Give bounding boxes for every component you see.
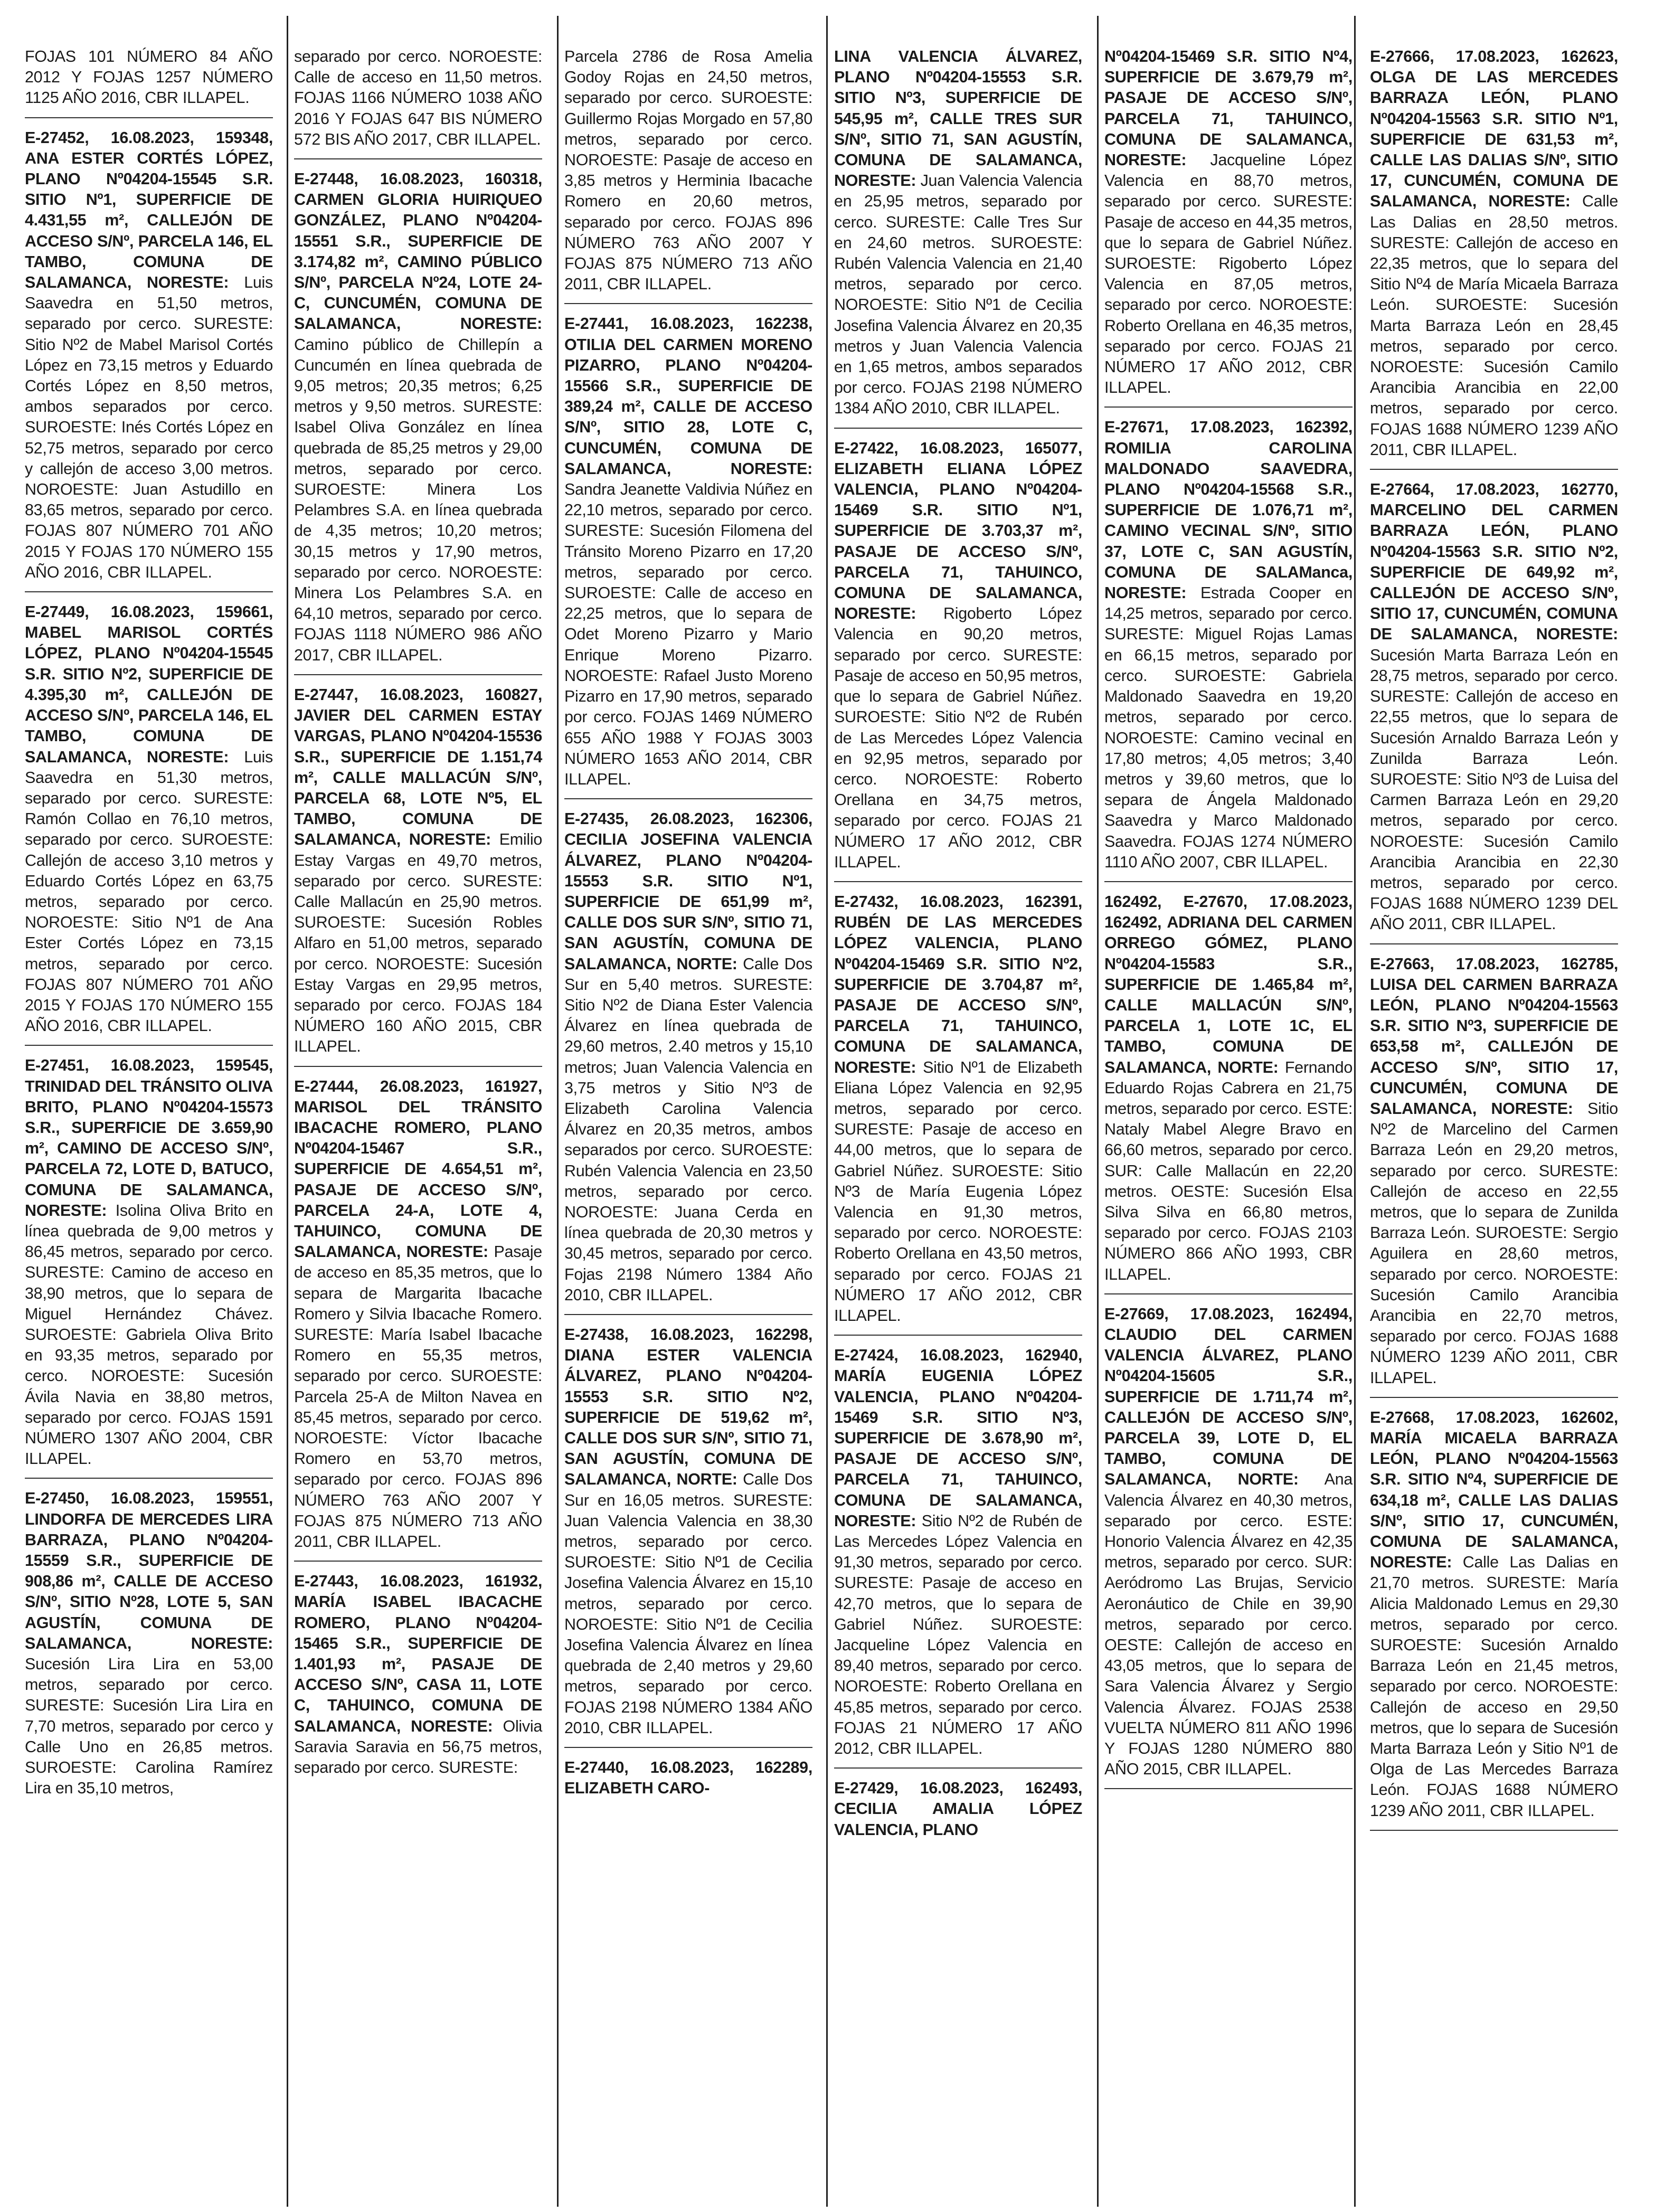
notice-entry	[25, 1488, 273, 1807]
notice-heading: E-27671, 17.08.2023, 162392, ROMILIA CAROLINA MALDONADO SAAVEDRA, PLANO Nº04204-15568 S.R., SUPERFICIE DE 1.076,71 m², CAMINO VECINAL S/Nº, SITIO 37, LOTE C, SAN AGUSTÍN, COMUNA DE SALAManca, NORESTE:	[1104, 418, 1353, 602]
notice-heading: E-27448, 16.08.2023, 160318, CARMEN GLORIA HUIRIQUEO GONZÁLEZ, PLANO Nº04204-15551 S.R., SUPERFICIE DE 3.174,82 m², CAMINO PÚBLICO S/Nº, PARCELA Nº24, LOTE 24-C, CUNCUMÉN, COMUNA DE SALAMANCA, NORESTE:	[294, 170, 542, 333]
notice-heading: Nº04204-15469 S.R. SITIO Nº4, SUPERFICIE DE 3.679,79 m², PASAJE DE ACCESO S/Nº, PARCELA 71, TAHUINCO, COMUNA DE SALAMANCA, NORESTE:	[1104, 48, 1353, 169]
notice-entry	[834, 892, 1082, 1336]
notice-body: Isolina Oliva Brito en línea quebrada de 9,00 metros y 86,45 metros, separado por cerco. SURESTE: Camino de acceso en 38,90 metros, que lo separa de Miguel Hernández Chávez. SUROESTE: Gabriela Oliva Brito en 93,35 metros, separado por cerco. NOROESTE: Sucesión Ávila Navia en 38,80 metros, separado por cerco. FOJAS 1591 NÚMERO 1307 AÑO 2004, CBR ILLAPEL.	[25, 1201, 273, 1468]
column-rule	[1354, 16, 1356, 2207]
notice-body: Fernando Eduardo Rojas Cabrera en 21,75 metros, separado por cerco. ESTE: Nataly Mabel Alegre Bravo en 66,60 metros, separado por cerco. SUR: Calle Mallacún en 22,20 metros. OESTE: Sucesión Elsa Silva Silva en 66,80 metros, separado por cerco. FOJAS 2103 NÚMERO 866 AÑO 1993, CBR ILLAPEL.	[1104, 1058, 1353, 1283]
notice-body: Ana Valencia Álvarez en 40,30 metros, separado por cerco. ESTE: Honorio Valencia Álvarez en 42,35 metros, separado por cerco. SUR: Aeródromo Las Brujas, Servicio Aeronáutico de Chile en 39,90 metros, separado por cerco. OESTE: Callejón de acceso en 43,05 metros, que lo separa de Sara Valencia Álvarez y Sergio Valencia Álvarez. FOJAS 2538 VUELTA NÚMERO 811 AÑO 1996 Y FOJAS 1280 NÚMERO 880 AÑO 2015, CBR ILLAPEL.	[1104, 1470, 1353, 1779]
notice-body: Parcela 2786 de Rosa Amelia Godoy Rojas en 24,50 metros, separado por cerco. SUROESTE: Guillermo Rojas Morgado en 57,80 metros, separado por cerco. NOROESTE: Pasaje de acceso en 3,85 metros y Herminia Ibacache Romero en 20,60 metros, separado por cerco. FOJAS 896 NÚMERO 763 AÑO 2007 Y FOJAS 875 NÚMERO 713 AÑO 2011, CBR ILLAPEL.	[564, 48, 812, 294]
notice-entry	[294, 1571, 542, 1786]
notice-body: Camino público de Chillepín a Cuncumén en línea quebrada de 9,05 metros; 20,35 metros; 6,25 metros y 9,50 metros. SURESTE: Isabel Oliva González en línea quebrada de 85,25 metros y 29,00 metros, separado por cerco. SUROESTE: Minera Los Pelambres S.A. en línea quebrada de 4,35 metros; 10,20 metros; 30,15 metros y 17,90 metros, separado por cerco. NOROESTE: Minera Los Pelambres S.A. en 64,10 metros, separado por cerco. FOJAS 1118 NÚMERO 986 AÑO 2017, CBR ILLAPEL.	[294, 335, 542, 664]
notice-entry	[1104, 892, 1353, 1294]
notice-heading: E-27451, 16.08.2023, 159545, TRINIDAD DEL TRÁNSITO OLIVA BRITO, PLANO Nº04204-15573 S.R., SUPERFICIE DE 3.659,90 m², CAMINO DE ACCESO S/Nº, PARCELA 72, LOTE D, BATUCO, COMUNA DE SALAMANCA, NORESTE:	[25, 1056, 273, 1220]
notice-heading: E-27443, 16.08.2023, 161932, MARÍA ISABEL IBACACHE ROMERO, PLANO Nº04204-15465 S.R., SUPERFICIE DE 1.401,93 m², PASAJE DE ACCESO S/Nº, CASA 11, LOTE C, TAHUINCO, COMUNA DE SALAMANCA, NORESTE:	[294, 1572, 542, 1735]
notice-body: Calle Dos Sur en 16,05 metros. SURESTE: Juan Valencia Valencia en 38,30 metros, separado por cerco. SUROESTE: Sitio Nº1 de Cecilia Josefina Valencia Álvarez en 15,10 metros, separado por cerco. NOROESTE: Sitio Nº1 de Cecilia Josefina Valencia Álvarez en línea quebrada de 2,40 metros y 29,60 metros, separado por cerco. FOJAS 2198 NÚMERO 1384 AÑO 2010, CBR ILLAPEL.	[564, 1470, 812, 1737]
column-4	[834, 46, 1082, 1858]
notice-heading: E-27438, 16.08.2023, 162298, DIANA ESTER VALENCIA ÁLVAREZ, PLANO Nº04204-15553 S.R. SITIO Nº2, SUPERFICIE DE 519,62 m², CALLE DOS SUR S/Nº, SITIO 71, SAN AGUSTÍN, COMUNA DE SALAMANCA, NORTE:	[564, 1325, 812, 1489]
notice-entry	[564, 46, 812, 304]
notice-heading: E-27441, 16.08.2023, 162238, OTILIA DEL CARMEN MORENO PIZARRO, PLANO Nº04204-15566 S.R., SUPERFICIE DE 389,24 m², CALLE DE ACCESO S/Nº, SITIO 28, LOTE C, CUNCUMÉN, COMUNA DE SALAMANCA, NORESTE:	[564, 315, 812, 478]
notice-heading: LINA VALENCIA ÁLVAREZ, PLANO Nº04204-15553 S.R. SITIO Nº3, SUPERFICIE DE 545,95 m², CALLE TRES SUR S/Nº, SITIO 71, SAN AGUSTÍN, COMUNA DE SALAMANCA, NORESTE:	[834, 48, 1082, 190]
notice-entry	[294, 1076, 542, 1562]
column-rule	[1097, 16, 1099, 2207]
column-6	[1370, 46, 1618, 1840]
notice-body: Pasaje de acceso en 85,35 metros, que lo separa de Margarita Ibacache Romero y Silvia Ibacache Romero. SURESTE: María Isabel Ibacache Romero en 55,35 metros, separado por cerco. SUROESTE: Parcela 25-A de Milton Navea en 85,45 metros, separado por cerco. NOROESTE: Víctor Ibacache Romero en 53,70 metros, separado por cerco. FOJAS 896 NÚMERO 763 AÑO 2007 Y FOJAS 875 NÚMERO 713 AÑO 2011, CBR ILLAPEL.	[294, 1243, 542, 1551]
notice-body: Sucesión Lira Lira en 53,00 metros, separado por cerco. SURESTE: Sucesión Lira Lira en 7,70 metros, separado por cerco y Calle Uno en 26,85 metros. SUROESTE: Carolina Ramírez Lira en 35,10 metros,	[25, 1655, 273, 1798]
column-rule	[557, 16, 559, 2207]
notice-heading: E-27444, 26.08.2023, 161927, MARISOL DEL TRÁNSITO IBACACHE ROMERO, PLANO Nº04204-15467 S.R., SUPERFICIE DE 4.654,51 m², PASAJE DE ACCESO S/Nº, PARCELA 24-A, LOTE 4, TAHUINCO, COMUNA DE SALAMANCA, NORESTE:	[294, 1077, 542, 1261]
notice-body: Sitio Nº2 de Marcelino del Carmen Barraza León en 29,20 metros, separado por cerco. SURESTE: Callejón de acceso en 22,55 metros, que lo separa de Zunilda Barraza León. SUROESTE: Sergio Aguilera en 28,60 metros, separado por cerco. NOROESTE: Sucesión Camilo Arancibia Arancibia en 22,70 metros, separado por cerco. FOJAS 1688 NÚMERO 1239 AÑO 2011, CBR ILLAPEL.	[1370, 1099, 1618, 1387]
notice-heading: E-27435, 26.08.2023, 162306, CECILIA JOSEFINA VALENCIA ÁLVAREZ, PLANO Nº04204-15553 S.R. SITIO Nº1, SUPERFICIE DE 651,99 m², CALLE DOS SUR S/Nº, SITIO 71, SAN AGUSTÍN, COMUNA DE SALAMANCA, NORTE:	[564, 810, 812, 973]
notice-body: Emilio Estay Vargas en 49,70 metros, separado por cerco. SURESTE: Calle Mallacún en 25,90 metros. SUROESTE: Sucesión Robles Alfaro en 51,00 metros, separado por cerco. NOROESTE: Sucesión Estay Vargas en 29,95 metros, separado por cerco. FOJAS 184 NÚMERO 160 AÑO 2015, CBR ILLAPEL.	[294, 830, 542, 1056]
notice-heading: 162492, E-27670, 17.08.2023, 162492, ADRIANA DEL CARMEN ORREGO GÓMEZ, PLANO Nº04204-15583 S.R., SUPERFICIE DE 1.465,84 m², CALLE MALLACÚN S/Nº, PARCELA 1, LOTE 1C, EL TAMBO, COMUNA DE SALAMANCA, NORTE:	[1104, 892, 1353, 1076]
notice-body: Olivia Saravia Saravia en 56,75 metros, separado por cerco. SURESTE:	[294, 1717, 542, 1777]
notice-entry	[1104, 46, 1353, 408]
notice-heading: E-27449, 16.08.2023, 159661, MABEL MARISOL CORTÉS LÓPEZ, PLANO Nº04204-15545 S.R. SITIO Nº2, SUPERFICIE DE 4.395,30 m², CALLEJÓN DE ACCESO S/Nº, PARCELA 146, EL TAMBO, COMUNA DE SALAMANCA, NORESTE:	[25, 603, 273, 766]
notice-heading: E-27432, 16.08.2023, 162391, RUBÉN DE LAS MERCEDES LÓPEZ VALENCIA, PLANO Nº04204-15469 S.R. SITIO Nº2, SUPERFICIE DE 3.704,87 m², PASAJE DE ACCESO S/Nº, PARCELA 71, TAHUINCO, COMUNA DE SALAMANCA, NORESTE:	[834, 892, 1082, 1076]
notice-body: Sitio Nº2 de Rubén de Las Mercedes López Valencia en 91,30 metros, separado por cerco. SURESTE: Pasaje de acceso en 42,70 metros, que lo separa de Gabriel Núñez. SUROESTE: Jacqueline López Valencia en 89,40 metros, separado por cerco. NOROESTE: Roberto Orellana en 45,85 metros, separado por cerco. FOJAS 21 NÚMERO 17 AÑO 2012, CBR ILLAPEL.	[834, 1511, 1082, 1758]
notice-entry	[834, 1778, 1082, 1849]
notice-body: Jacqueline López Valencia en 88,70 metros, separado por cerco. SURESTE: Pasaje de acceso en 44,35 metros, que lo separa de Gabriel Núñez. SUROESTE: Rigoberto López Valencia en 87,05 metros, separado por cerco. NOROESTE: Roberto Orellana en 46,35 metros, separado por cerco. FOJAS 21 NÚMERO 17 AÑO 2012, CBR ILLAPEL.	[1104, 151, 1353, 397]
notice-entry	[294, 169, 542, 675]
notice-heading: E-27450, 16.08.2023, 159551, LINDORFA DE MERCEDES LIRA BARRAZA, PLANO Nº04204-15559 S.R., SUPERFICIE DE 908,86 m², CALLE DE ACCESO S/Nº, SITIO Nº28, LOTE 5, SAN AGUSTÍN, COMUNA DE SALAMANCA, NORESTE:	[25, 1489, 273, 1652]
notice-entry	[1370, 46, 1618, 470]
notice-heading: E-27668, 17.08.2023, 162602, MARÍA MICAELA BARRAZA LEÓN, PLANO Nº04204-15563 S.R. SITIO Nº4, SUPERFICIE DE 634,18 m², CALLE LAS DALIAS S/Nº, SITIO 17, CUNCUMÉN, COMUNA DE SALAMANCA, NORESTE:	[1370, 1408, 1618, 1572]
notice-body: Sandra Jeanette Valdivia Núñez en 22,10 metros, separado por cerco. SURESTE: Sucesión Filomena del Tránsito Moreno Pizarro en 17,20 metros, separado por cerco. SUROESTE: Calle de acceso en 22,25 metros, que lo separa de Odet Moreno Pizarro y Mario Enrique Moreno Pizarro. NOROESTE: Rafael Justo Moreno Pizarro en 17,90 metros, separado por cerco. FOJAS 1469 NÚMERO 655 AÑO 1988 Y FOJAS 3003 NÚMERO 1653 AÑO 2014, CBR ILLAPEL.	[564, 480, 812, 788]
notice-heading: E-27429, 16.08.2023, 162493, CECILIA AMALIA LÓPEZ VALENCIA, PLANO	[834, 1779, 1082, 1839]
notice-heading: E-27422, 16.08.2023, 165077, ELIZABETH ELIANA LÓPEZ VALENCIA, PLANO Nº04204-15469 S.R. SITIO Nº1, SUPERFICIE DE 3.703,37 m², PASAJE DE ACCESO S/Nº, PARCELA 71, TAHUINCO, COMUNA DE SALAMANCA, NORESTE:	[834, 439, 1082, 623]
notice-entry	[834, 1345, 1082, 1769]
column-rule	[826, 16, 828, 2207]
notice-heading: E-27424, 16.08.2023, 162940, MARÍA EUGENIA LÓPEZ VALENCIA, PLANO Nº04204-15469 S.R. SITIO Nº3, SUPERFICIE DE 3.678,90 m², PASAJE DE ACCESO S/Nº, PARCELA 71, TAHUINCO, COMUNA DE SALAMANCA, NORESTE:	[834, 1346, 1082, 1530]
notice-heading: E-27663, 17.08.2023, 162785, LUISA DEL CARMEN BARRAZA LEÓN, PLANO Nº04204-15563 S.R. SITIO Nº3, SUPERFICIE DE 653,58 m², CALLEJÓN DE ACCESO S/Nº, SITIO 17, CUNCUMÉN, COMUNA DE SALAMANCA, NORESTE:	[1370, 954, 1618, 1118]
notice-entry	[834, 438, 1082, 882]
notice-heading: E-27669, 17.08.2023, 162494, CLAUDIO DEL CARMEN VALENCIA ÁLVAREZ, PLANO Nº04204-15605 S.R., SUPERFICIE DE 1.711,74 m², CALLEJÓN DE ACCESO S/Nº, PARCELA 39, LOTE D, EL TAMBO, COMUNA DE SALAMANCA, NORTE:	[1104, 1304, 1353, 1489]
notice-heading: E-27452, 16.08.2023, 159348, ANA ESTER CORTÉS LÓPEZ, PLANO Nº04204-15545 S.R. SITIO Nº1, SUPERFICIE DE 4.431,55 m², CALLEJÓN DE ACCESO S/Nº, PARCELA 146, EL TAMBO, COMUNA DE SALAMANCA, NORESTE:	[25, 128, 273, 292]
notice-heading: E-27447, 16.08.2023, 160827, JAVIER DEL CARMEN ESTAY VARGAS, PLANO Nº04204-15536 S.R., SUPERFICIE DE 1.151,74 m², CALLE MALLACÚN S/Nº, PARCELA 68, LOTE Nº5, EL TAMBO, COMUNA DE SALAMANCA, NORESTE:	[294, 685, 542, 849]
notice-entry	[564, 314, 812, 799]
notice-body: separado por cerco. NOROESTE: Calle de acceso en 11,50 metros. FOJAS 1166 NÚMERO 1038 AÑO 2016 Y FOJAS 647 BIS NÚMERO 572 BIS AÑO 2017, CBR ILLAPEL.	[294, 48, 542, 148]
notice-body: Luis Saavedra en 51,30 metros, separado por cerco. SURESTE: Ramón Collao en 76,10 metros, separado por cerco. SUROESTE: Callejón de acceso 3,10 metros y Eduardo Cortés López en 63,75 metros, separado por cerco. NOROESTE: Sitio Nº1 de Ana Ester Cortés López en 73,15 metros, separado por cerco. FOJAS 807 NÚMERO 701 AÑO 2015 Y FOJAS 170 NÚMERO 155 AÑO 2016, CBR ILLAPEL.	[25, 748, 273, 1035]
column-rule	[287, 16, 288, 2207]
notice-entry	[25, 46, 273, 118]
column-3	[564, 46, 812, 1817]
notice-body: Rigoberto López Valencia en 90,20 metros, separado por cerco. SURESTE: Pasaje de acceso en 50,95 metros, que lo separa de Gabriel Núñez. SUROESTE: Sitio Nº2 de Rubén de Las Mercedes López Valencia en 92,95 metros, separado por cerco. NOROESTE: Roberto Orellana en 34,75 metros, separado por cerco. FOJAS 21 NÚMERO 17 AÑO 2012, CBR ILLAPEL.	[834, 604, 1082, 871]
notice-entry	[294, 685, 542, 1067]
notice-entry	[834, 46, 1082, 429]
notice-entry	[25, 602, 273, 1046]
column-2	[294, 46, 542, 1796]
notice-heading: E-27440, 16.08.2023, 162289, ELIZABETH CARO-	[564, 1759, 812, 1798]
notice-entry	[25, 128, 273, 592]
notice-entry	[1104, 417, 1353, 882]
notice-entry	[564, 1757, 812, 1807]
notice-body: Sitio Nº1 de Elizabeth Eliana López Valencia en 92,95 metros, separado por cerco. SURESTE: Pasaje de acceso en 44,00 metros, que lo separa de Gabriel Núñez. SUROESTE: Sitio Nº3 de María Eugenia López Valencia en 91,30 metros, separado por cerco. NOROESTE: Roberto Orellana en 43,50 metros, separado por cerco. FOJAS 21 NÚMERO 17 AÑO 2012, CBR ILLAPEL.	[834, 1058, 1082, 1325]
column-1	[25, 46, 273, 1817]
notice-body: Juan Valencia Valencia en 25,95 metros, separado por cerco. SURESTE: Calle Tres Sur en 24,60 metros. SUROESTE: Rubén Valencia Valencia en 21,40 metros, separado por cerco. NOROESTE: Sitio Nº1 de Cecilia Josefina Valencia Álvarez en 20,35 metros y Juan Valencia Valencia en 1,65 metros, ambos separados por cerco. FOJAS 2198 NÚMERO 1384 AÑO 2010, CBR ILLAPEL.	[834, 172, 1082, 418]
notice-heading: E-27666, 17.08.2023, 162623, OLGA DE LAS MERCEDES BARRAZA LEÓN, PLANO Nº04204-15563 S.R. SITIO Nº1, SUPERFICIE DE 631,53 m², CALLE LAS DALIAS S/Nº, SITIO 17, CUNCUMÉN, COMUNA DE SALAMANCA, NORESTE:	[1370, 48, 1618, 211]
notice-entry	[1370, 479, 1618, 944]
notice-body: Luis Saavedra en 51,50 metros, separado por cerco. SURESTE: Sitio Nº2 de Mabel Marisol Cortés López en 73,15 metros y Eduardo Cortés López en 8,50 metros, ambos separados por cerco. SUROESTE: Inés Cortés López en 52,75 metros, separado por cerco y callejón de acceso 3,00 metros. NOROESTE: Juan Astudillo en 83,65 metros, separado por cerco. FOJAS 807 NÚMERO 701 AÑO 2015 Y FOJAS 170 NÚMERO 155 AÑO 2016, CBR ILLAPEL.	[25, 273, 273, 581]
notice-body: Estrada Cooper en 14,25 metros, separado por cerco. SURESTE: Miguel Rojas Lamas en 66,15 metros, separado por cerco. SUROESTE: Gabriela Maldonado Saavedra en 19,20 metros, separado por cerco. NOROESTE: Camino vecinal en 17,80 metros; 4,05 metros; 3,40 metros y 39,60 metros, que lo separa de Ángela Maldonado Saavedra y Marco Maldonado Saavedra. FOJAS 1274 NÚMERO 1110 AÑO 2007, CBR ILLAPEL.	[1104, 584, 1353, 871]
notice-entry	[1104, 1304, 1353, 1790]
column-5	[1104, 46, 1353, 1799]
notice-body: Calle Las Dalias en 21,70 metros. SURESTE: María Alicia Maldonado Lemus en 29,30 metros, separado por cerco. SUROESTE: Sucesión Arnaldo Barraza León en 21,45 metros, separado por cerco. NOROESTE: Callejón de acceso en 29,50 metros, que lo separa de Sucesión Marta Barraza León y Sitio Nº1 de Olga de Las Mercedes Barraza León. FOJAS 1688 NÚMERO 1239 AÑO 2011, CBR ILLAPEL.	[1370, 1553, 1618, 1820]
notice-heading: E-27664, 17.08.2023, 162770, MARCELINO DEL CARMEN BARRAZA LEÓN, PLANO Nº04204-15563 S.R. SITIO Nº2, SUPERFICIE DE 649,92 m², CALLEJÓN DE ACCESO S/Nº, SITIO 17, CUNCUMÉN, COMUNA DE SALAMANCA, NORESTE:	[1370, 480, 1618, 644]
notice-entry	[25, 1055, 273, 1479]
notice-entry	[294, 46, 542, 159]
notice-entry	[564, 809, 812, 1315]
notice-entry	[564, 1325, 812, 1748]
notice-entry	[1370, 1407, 1618, 1831]
notice-body: Calle Las Dalias en 28,50 metros. SURESTE: Callejón de acceso en 22,35 metros, que lo separa del Sitio Nº4 de María Micaela Barraza León. SUROESTE: Sucesión Marta Barraza León en 28,45 metros, separado por cerco. NOROESTE: Sucesión Camilo Arancibia Arancibia en 22,00 metros, separado por cerco. FOJAS 1688 NÚMERO 1239 AÑO 2011, CBR ILLAPEL.	[1370, 192, 1618, 459]
notice-body: FOJAS 101 NÚMERO 84 AÑO 2012 Y FOJAS 1257 NÚMERO 1125 AÑO 2016, CBR ILLAPEL.	[25, 48, 273, 107]
notice-body: Sucesión Marta Barraza León en 28,75 metros, separado por cerco. SURESTE: Callejón de acceso en 22,55 metros, que lo separa de Sucesión Arnaldo Barraza León y Zunilda Barraza León. SUROESTE: Sitio Nº3 de Luisa del Carmen Barraza León en 29,20 metros, separado por cerco. NOROESTE: Sucesión Camilo Arancibia Arancibia en 22,30 metros, separado por cerco. FOJAS 1688 NÚMERO 1239 DEL AÑO 2011, CBR ILLAPEL.	[1370, 646, 1618, 933]
notice-body: Calle Dos Sur en 5,40 metros. SURESTE: Sitio Nº2 de Diana Ester Valencia Álvarez en línea quebrada de 29,60 metros, 2.40 metros y 15,10 metros; Juan Valencia Valencia en 3,75 metros y Sitio Nº3 de Elizabeth Carolina Valencia Álvarez en 20,35 metros, ambos separados por cerco. SUROESTE: Rubén Valencia Valencia en 23,50 metros, separado por cerco. NOROESTE: Juana Cerda en línea quebrada de 20,30 metros y 30,45 metros, separado por cerco. Fojas 2198 Número 1384 Año 2010, CBR ILLAPEL.	[564, 954, 812, 1304]
notice-entry	[1370, 954, 1618, 1398]
